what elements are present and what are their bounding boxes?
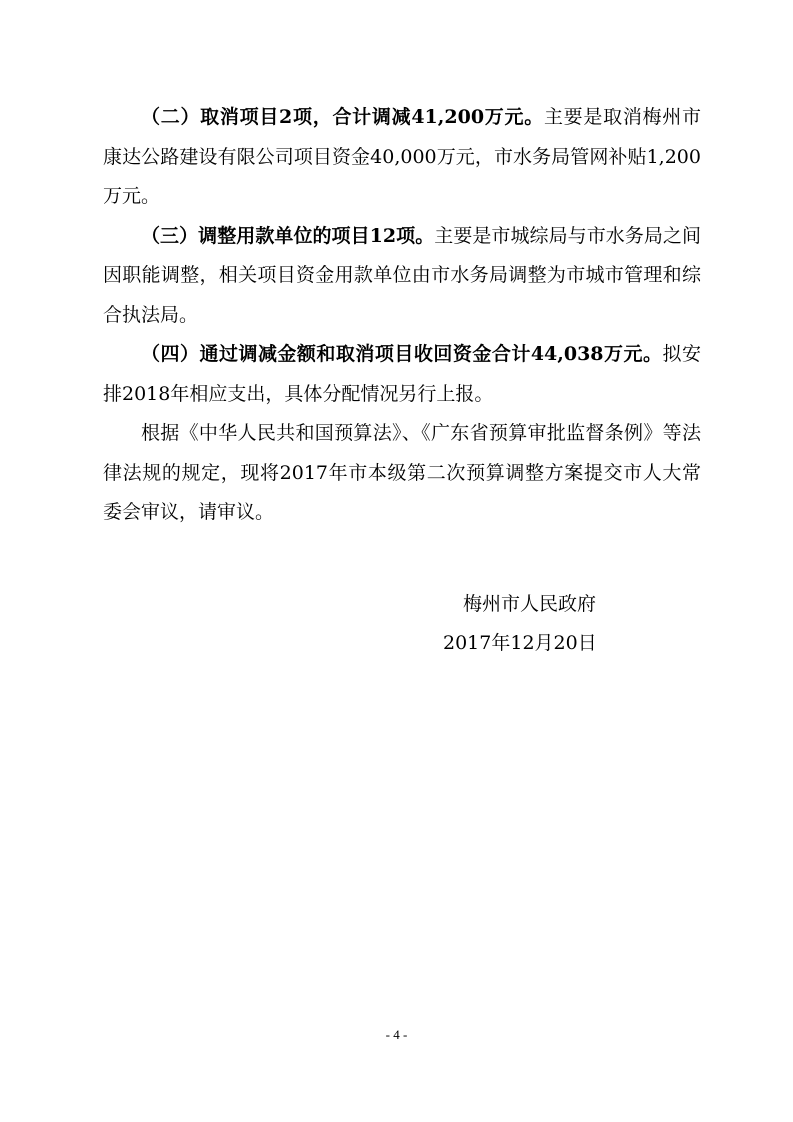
paragraph-heading: （二）取消项目2项，合计调减41,200万元。 [141,106,544,128]
paragraph-legal-basis [103,414,701,533]
paragraph-text: 根据《中华人民共和国预算法》、《广东省预算审批监督条例》等法律法规的规定，现将2017年市本级第二次预算调整方案提交市人大常委会审议，请审议。 [103,422,701,523]
paragraph-adjust-units [103,217,701,336]
signature-date: 2017年12月20日 [443,632,597,654]
paragraph-heading: （三）调整用款单位的项目12项。 [141,224,435,247]
paragraph-recovered-funds [103,335,701,414]
paragraph-cancel-projects [103,98,701,217]
page-number: - 4 - [385,1027,408,1042]
signature-block [440,585,640,663]
paragraph-text: 主要是取消梅州市康达公路建设有限公司项目资金40,000万元，市水务局管网补贴1,200万元。 [103,106,701,207]
paragraph-heading: （四）通过调减金额和取消项目收回资金合计44,038万元。 [141,343,663,365]
paragraph-text: 主要是市城综局与市水务局之间因职能调整，相关项目资金用款单位由市水务局调整为市城市管理和综合执法局。 [103,224,701,326]
paragraph-text: 拟安排2018年相应支出，具体分配情况另行上报。 [103,343,701,405]
document-body [103,98,701,533]
signature-organization: 梅州市人民政府 [463,593,597,615]
